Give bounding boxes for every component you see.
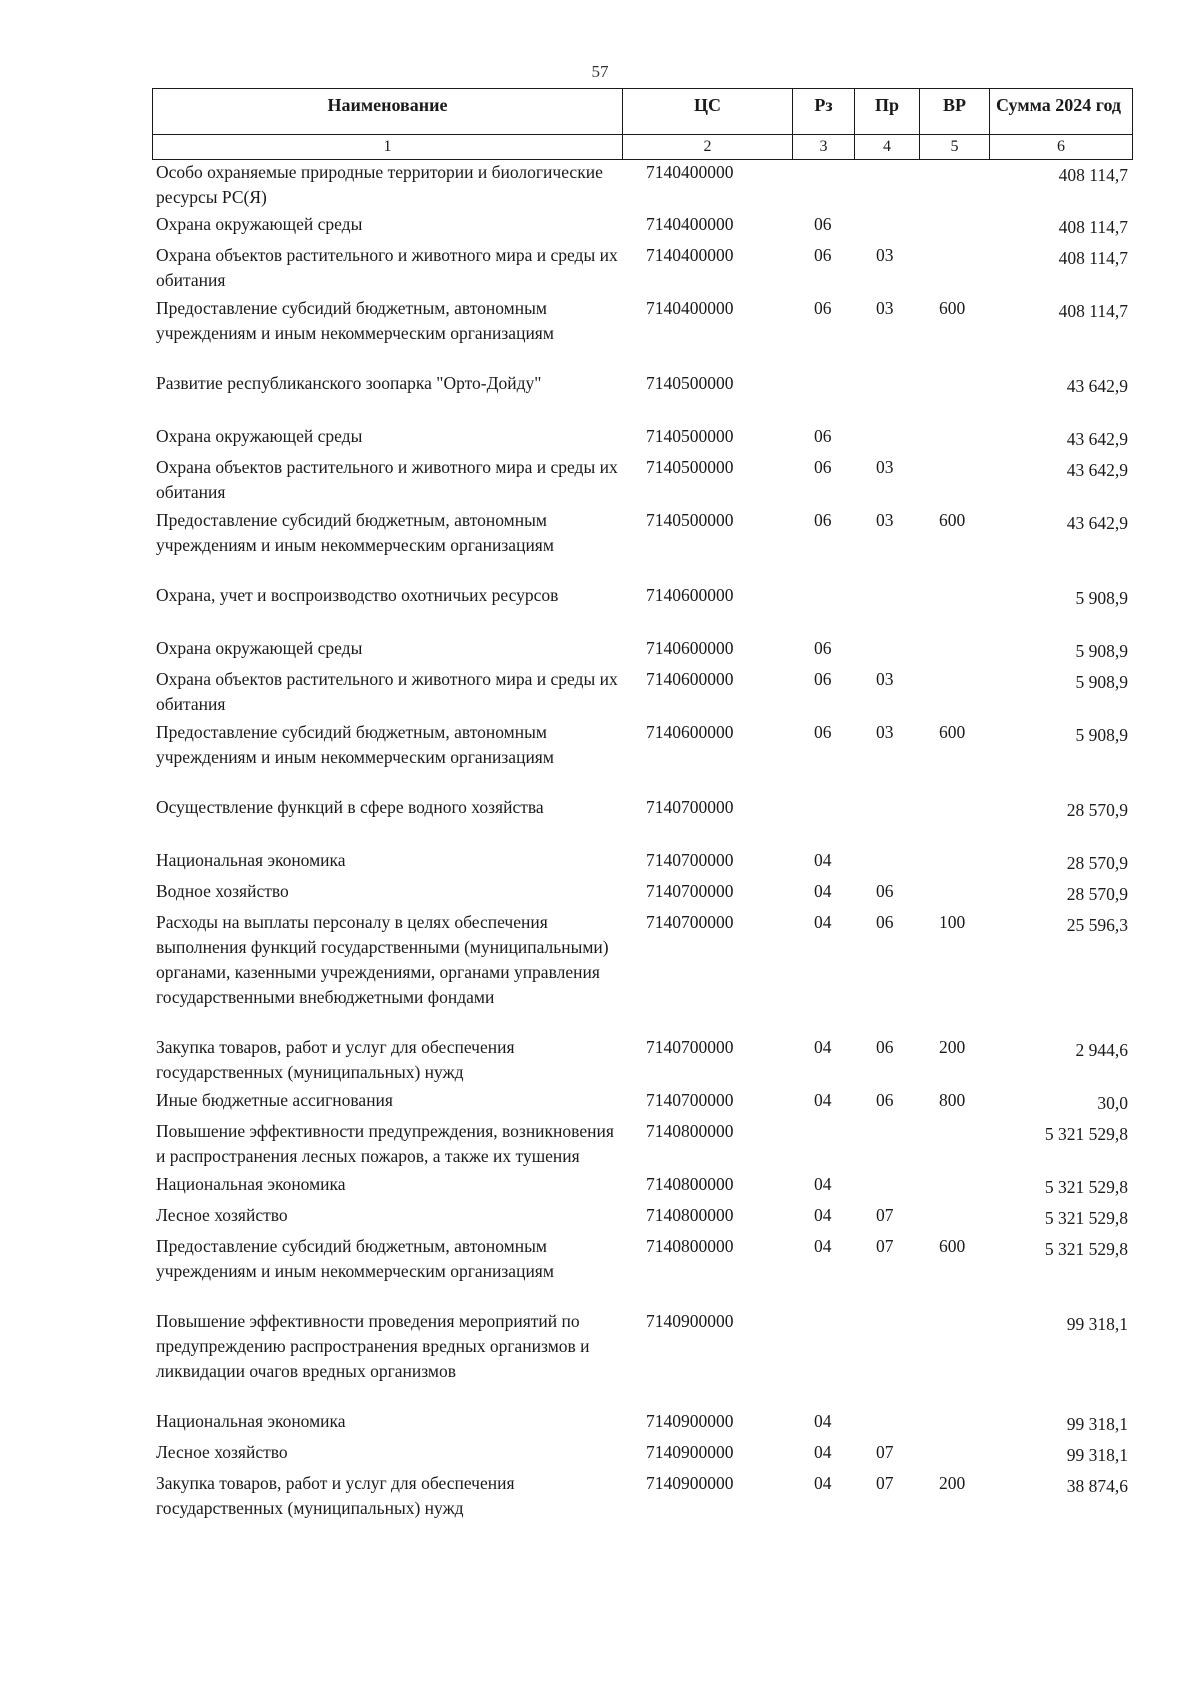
table-row [156,583,1132,611]
row-sum: 2 944,6 [1075,1040,1128,1060]
row-rz: 06 [814,426,832,446]
row-name: Охрана объектов растительного и животного мира и среды их обитания [156,245,618,290]
row-pr: 07 [876,1205,894,1225]
table-row [156,1309,1132,1384]
row-cs: 7140900000 [646,1411,734,1431]
row-rz: 06 [814,245,832,265]
row-name: Предоставление субсидий бюджетным, автономным учреждениям и иным некоммерческим организациям [156,722,554,767]
row-sum: 43 642,9 [1066,376,1128,396]
row-pr [866,212,931,240]
table-row [156,1035,1132,1085]
table-row [156,212,1132,240]
row-sum: 5 908,9 [1075,725,1128,745]
row-vr [931,667,1001,717]
row-vr [931,1119,1001,1169]
row-pr: 03 [876,457,894,477]
col-number-3: 3 [793,135,855,160]
row-name: Закупка товаров, работ и услуг для обеспечения государственных (муниципальных) нужд [156,1473,515,1518]
row-rz [804,583,866,611]
row-vr [931,636,1001,664]
row-name: Развитие республиканского зоопарка "Орто-Дойду" [156,373,542,393]
table-row [156,667,1132,717]
row-sum: 43 642,9 [1066,513,1128,533]
row-sum: 99 318,1 [1066,1445,1128,1465]
row-name: Охрана окружающей среды [156,426,363,446]
row-name: Водное хозяйство [156,881,289,901]
row-cs: 7140400000 [646,245,734,265]
row-rz: 04 [814,1037,832,1057]
row-rz [804,160,866,210]
table-row [156,1203,1132,1231]
row-pr: 06 [876,912,894,932]
row-sum: 28 570,9 [1066,884,1128,904]
row-vr [931,1203,1001,1231]
row-pr: 06 [876,1090,894,1110]
col-number-5: 5 [920,135,990,160]
row-rz: 06 [814,722,832,742]
row-sum: 30,0 [1097,1093,1128,1113]
row-vr [931,848,1001,876]
row-vr [931,160,1001,210]
row-rz: 04 [814,912,832,932]
row-name: Национальная экономика [156,850,346,870]
row-vr: 100 [939,912,966,932]
row-cs: 7140600000 [646,638,734,658]
row-vr [931,795,1001,823]
row-rz: 04 [814,1090,832,1110]
row-cs: 7140900000 [646,1442,734,1462]
row-cs: 7140700000 [646,1037,734,1057]
row-sum: 28 570,9 [1066,800,1128,820]
row-sum: 5 321 529,8 [1044,1177,1128,1197]
row-vr: 600 [939,722,966,742]
row-pr [866,160,931,210]
row-pr [866,1172,931,1200]
row-rz: 04 [814,1442,832,1462]
row-vr [931,583,1001,611]
row-name: Охрана окружающей среды [156,214,363,234]
row-vr [931,1309,1001,1384]
row-sum: 408 114,7 [1058,217,1128,237]
page-number: 57 [591,62,609,81]
row-cs: 7140500000 [646,510,734,530]
row-name: Повышение эффективности предупреждения, возникновения и распространения лесных пожаров, а также их тушения [156,1121,614,1166]
row-rz [804,795,866,823]
row-name: Особо охраняемые природные территории и биологические ресурсы РС(Я) [156,162,603,207]
row-vr [931,1172,1001,1200]
table-row [156,371,1132,399]
row-vr [931,1409,1001,1437]
row-pr [866,1309,931,1384]
table-row [156,636,1132,664]
row-name: Лесное хозяйство [156,1442,288,1462]
table-row [156,1440,1132,1468]
table-row [156,1119,1132,1169]
row-cs: 7140600000 [646,585,734,605]
row-cs: 7140800000 [646,1236,734,1256]
row-name: Лесное хозяйство [156,1205,288,1225]
table-row [156,848,1132,876]
table-row [156,1471,1132,1521]
row-pr: 03 [876,669,894,689]
row-sum: 5 908,9 [1075,588,1128,608]
row-rz: 06 [814,638,832,658]
row-sum: 408 114,7 [1058,301,1128,321]
row-name: Охрана, учет и воспроизводство охотничьих ресурсов [156,585,559,605]
row-vr [931,243,1001,293]
row-vr: 600 [939,510,966,530]
table-row [156,1172,1132,1200]
row-rz: 06 [814,510,832,530]
row-name: Иные бюджетные ассигнования [156,1090,393,1110]
row-pr: 03 [876,245,894,265]
header-name: Наименование [153,89,623,135]
row-sum: 28 570,9 [1066,853,1128,873]
row-rz [804,1309,866,1384]
row-sum: 43 642,9 [1066,429,1128,449]
row-cs: 7140800000 [646,1205,734,1225]
row-cs: 7140400000 [646,298,734,318]
header-sum: Сумма 2024 год [990,89,1133,135]
row-sum: 5 321 529,8 [1044,1239,1128,1259]
row-vr: 800 [939,1090,966,1110]
row-pr: 03 [876,722,894,742]
row-cs: 7140500000 [646,426,734,446]
row-rz: 04 [814,1473,832,1493]
row-sum: 99 318,1 [1066,1414,1128,1434]
table-row [156,296,1132,346]
table-row [156,508,1132,558]
row-name: Охрана окружающей среды [156,638,363,658]
row-name: Охрана объектов растительного и животного мира и среды их обитания [156,669,618,714]
table-body [156,160,1132,1521]
row-cs: 7140900000 [646,1311,734,1331]
row-vr [931,879,1001,907]
row-pr [866,636,931,664]
row-sum: 5 908,9 [1075,641,1128,661]
row-pr: 03 [876,298,894,318]
row-cs: 7140900000 [646,1473,734,1493]
row-pr [866,795,931,823]
table-header [152,88,1133,160]
col-number-6: 6 [990,135,1133,160]
row-rz: 06 [814,214,832,234]
row-sum: 5 321 529,8 [1044,1208,1128,1228]
row-vr: 200 [939,1473,966,1493]
row-pr [866,1409,931,1437]
table-row [156,795,1132,823]
row-sum: 38 874,6 [1066,1476,1128,1496]
row-sum: 25 596,3 [1066,915,1128,935]
row-cs: 7140700000 [646,912,734,932]
row-cs: 7140500000 [646,373,734,393]
row-rz: 04 [814,1236,832,1256]
row-cs: 7140500000 [646,457,734,477]
row-pr [866,424,931,452]
table-row [156,424,1132,452]
col-number-4: 4 [855,135,920,160]
row-pr: 07 [876,1473,894,1493]
row-name: Национальная экономика [156,1411,346,1431]
table-row [156,243,1132,293]
row-pr: 06 [876,1037,894,1057]
row-vr: 600 [939,298,966,318]
header-vr: ВР [920,89,990,135]
col-number-2: 2 [623,135,793,160]
row-name: Повышение эффективности проведения мероприятий по предупреждению распространения вредных организмов и ликвидации очагов вредных организмов [156,1311,590,1381]
row-name: Расходы на выплаты персоналу в целях обеспечения выполнения функций государственными (муниципальными) органами, казенными учреждениями, органами управления государственными внебюджетными фондами [156,912,609,1007]
row-sum: 408 114,7 [1058,165,1128,185]
row-pr [866,583,931,611]
row-vr: 200 [939,1037,966,1057]
row-cs: 7140600000 [646,722,734,742]
row-pr [866,371,931,399]
row-sum: 408 114,7 [1058,248,1128,268]
row-cs: 7140700000 [646,797,734,817]
row-pr: 03 [876,510,894,530]
row-rz: 04 [814,1411,832,1431]
row-rz: 04 [814,1174,832,1194]
row-name: Предоставление субсидий бюджетным, автономным учреждениям и иным некоммерческим организациям [156,298,554,343]
table-row [156,455,1132,505]
row-rz [804,1119,866,1169]
row-name: Предоставление субсидий бюджетным, автономным учреждениям и иным некоммерческим организациям [156,1236,554,1281]
row-name: Закупка товаров, работ и услуг для обеспечения государственных (муниципальных) нужд [156,1037,515,1082]
row-vr [931,455,1001,505]
col-number-1: 1 [153,135,623,160]
row-cs: 7140700000 [646,850,734,870]
row-vr [931,212,1001,240]
row-rz: 04 [814,1205,832,1225]
row-cs: 7140800000 [646,1174,734,1194]
row-cs: 7140800000 [646,1121,734,1141]
table-row [156,879,1132,907]
row-name: Осуществление функций в сфере водного хозяйства [156,797,544,817]
header-cs: ЦС [623,89,793,135]
header-rz: Рз [793,89,855,135]
row-rz: 06 [814,669,832,689]
row-cs: 7140700000 [646,1090,734,1110]
row-vr [931,371,1001,399]
row-pr: 07 [876,1236,894,1256]
header-pr: Пр [855,89,920,135]
table-row [156,1088,1132,1116]
row-sum: 5 321 529,8 [1044,1124,1128,1144]
row-vr [931,424,1001,452]
row-name: Предоставление субсидий бюджетным, автономным учреждениям и иным некоммерческим организациям [156,510,554,555]
row-rz: 04 [814,881,832,901]
row-pr: 06 [876,881,894,901]
row-cs: 7140700000 [646,881,734,901]
row-cs: 7140600000 [646,669,734,689]
row-name: Охрана объектов растительного и животного мира и среды их обитания [156,457,618,502]
row-pr [866,1119,931,1169]
row-cs: 7140400000 [646,162,734,182]
row-sum: 43 642,9 [1066,460,1128,480]
row-rz: 04 [814,850,832,870]
row-pr: 07 [876,1442,894,1462]
row-sum: 99 318,1 [1066,1314,1128,1334]
row-name: Национальная экономика [156,1174,346,1194]
table-row [156,160,1132,210]
row-rz [804,371,866,399]
row-rz: 06 [814,298,832,318]
table-row [156,720,1132,770]
table-row [156,1234,1132,1284]
row-vr [931,1440,1001,1468]
table-row [156,910,1132,1010]
row-sum: 5 908,9 [1075,672,1128,692]
row-rz: 06 [814,457,832,477]
row-vr: 600 [939,1236,966,1256]
table-row [156,1409,1132,1437]
row-cs: 7140400000 [646,214,734,234]
row-pr [866,848,931,876]
